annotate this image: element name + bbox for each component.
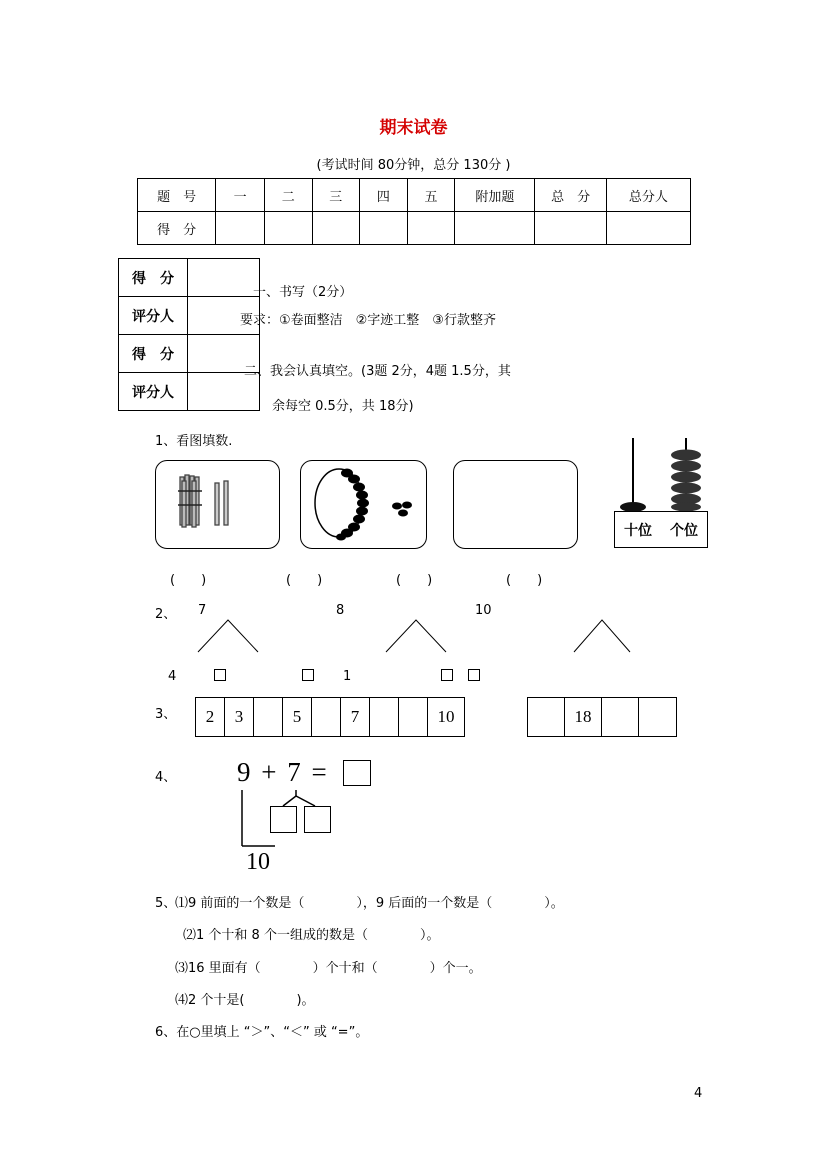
abacus-tens-label: 十位 — [624, 522, 652, 539]
grader-label: 评分人 — [119, 373, 188, 411]
answer-blank-4[interactable]: ( ) — [506, 573, 543, 588]
split-top-3: 10 — [475, 603, 492, 618]
split-known-1: 4 — [168, 669, 177, 684]
picture-box-beads — [300, 460, 427, 549]
sequence-cell[interactable] — [528, 698, 565, 736]
ten-label: 10 — [246, 849, 270, 875]
score-header-cell: 总分人 — [606, 179, 690, 212]
score-cell[interactable] — [360, 212, 408, 245]
score-cell[interactable] — [312, 212, 360, 245]
blank-square[interactable] — [302, 669, 314, 681]
number-sequence-2 — [527, 697, 677, 737]
addition-equation: 9 + 7 = — [237, 757, 329, 787]
sequence-cell[interactable] — [254, 698, 283, 736]
sequence-cell[interactable] — [639, 698, 676, 736]
score-header-cell: 四 — [360, 179, 408, 212]
split-box-right[interactable] — [304, 806, 331, 833]
score-header-cell: 附加题 — [455, 179, 535, 212]
score-header-cell: 二 — [264, 179, 312, 212]
score-cell[interactable] — [216, 212, 265, 245]
number-sequence-1 — [195, 697, 465, 737]
q5-item-4: ⑷2 个十是( )。 — [175, 993, 315, 1008]
sequence-cell[interactable] — [370, 698, 399, 736]
q2-label: 2、 — [155, 607, 177, 622]
abacus-ones-label: 个位 — [670, 522, 698, 539]
picture-box-sticks — [155, 460, 280, 549]
bead-circle-icon — [301, 461, 426, 548]
answer-blank-2[interactable]: ( ) — [286, 573, 323, 588]
sequence-cell[interactable] — [399, 698, 428, 736]
score-table — [137, 178, 691, 245]
q5-label: 5、 — [155, 896, 177, 911]
grader-label: 得 分 — [119, 335, 188, 373]
stick-bundle-icon — [156, 461, 279, 548]
picture-box-empty — [453, 460, 578, 549]
grader-label: 评分人 — [119, 297, 188, 335]
abacus-base — [614, 511, 708, 548]
q5-item-2: ⑵1 个十和 8 个一组成的数是（ ）。 — [183, 928, 440, 943]
sequence-cell: 7 — [341, 698, 370, 736]
score-header-cell: 总 分 — [535, 179, 606, 212]
split-box-left[interactable] — [270, 806, 297, 833]
section2-heading-line2: 余每空 0.5分，共 18分) — [272, 399, 414, 414]
section1-requirement: 要求：①卷面整洁 ②字迹工整 ③行款整齐 — [240, 313, 496, 328]
sequence-cell: 2 — [196, 698, 225, 736]
abacus-icon — [608, 436, 712, 512]
score-cell[interactable] — [606, 212, 690, 245]
page-title: 期末试卷 — [379, 118, 448, 138]
answer-blank-1[interactable]: ( ) — [170, 573, 207, 588]
score-header-cell: 三 — [312, 179, 360, 212]
split-known-2: 1 — [343, 669, 352, 684]
split-top-2: 8 — [336, 603, 345, 618]
exam-subtitle: (考试时间 80分钟，总分 130分 ) — [316, 158, 511, 173]
section2-heading-line1: 二、我会认真填空。(3题 2分，4题 1.5分，其 — [244, 364, 511, 379]
sequence-cell: 10 — [437, 707, 455, 726]
blank-square[interactable] — [468, 669, 480, 681]
grader-table — [118, 258, 260, 411]
equation-answer-box[interactable] — [343, 760, 371, 786]
split-top-1: 7 — [198, 603, 207, 618]
score-table-row — [138, 212, 691, 245]
sequence-cell: 18 — [565, 698, 602, 736]
section1-heading: 一、书写（2分） — [253, 285, 353, 300]
q6-text: 6、在○里填上 “＞”、“＜” 或 “=”。 — [155, 1025, 369, 1040]
score-cell[interactable] — [407, 212, 455, 245]
blank-square[interactable] — [214, 669, 226, 681]
q1-label: 1、看图填数. — [155, 434, 233, 449]
score-cell[interactable] — [535, 212, 606, 245]
score-row-label: 得 分 — [138, 212, 216, 245]
answer-blank-3[interactable]: ( ) — [396, 573, 433, 588]
sequence-cell[interactable] — [312, 698, 341, 736]
q5-item-1: ⑴9 前面的一个数是（ ），9 后面的一个数是（ ）。 — [175, 896, 564, 911]
score-header-cell: 五 — [407, 179, 455, 212]
page-number: 4 — [694, 1086, 703, 1101]
sequence-cell[interactable] — [602, 698, 639, 736]
q3-label: 3、 — [155, 707, 177, 722]
grader-label: 得 分 — [119, 259, 188, 297]
grader-cell[interactable] — [188, 259, 260, 297]
q4-label: 4、 — [155, 770, 177, 785]
sequence-cell: 3 — [225, 698, 254, 736]
score-table-header-row — [138, 179, 691, 212]
split-branch-lines — [190, 618, 650, 658]
blank-square[interactable] — [441, 669, 453, 681]
score-header-cell: 题 号 — [138, 179, 216, 212]
score-cell[interactable] — [264, 212, 312, 245]
score-cell[interactable] — [455, 212, 535, 245]
score-header-cell: 一 — [216, 179, 265, 212]
q5-item-3: ⑶16 里面有（ ）个十和（ ）个一。 — [175, 961, 482, 976]
sequence-cell: 5 — [283, 698, 312, 736]
